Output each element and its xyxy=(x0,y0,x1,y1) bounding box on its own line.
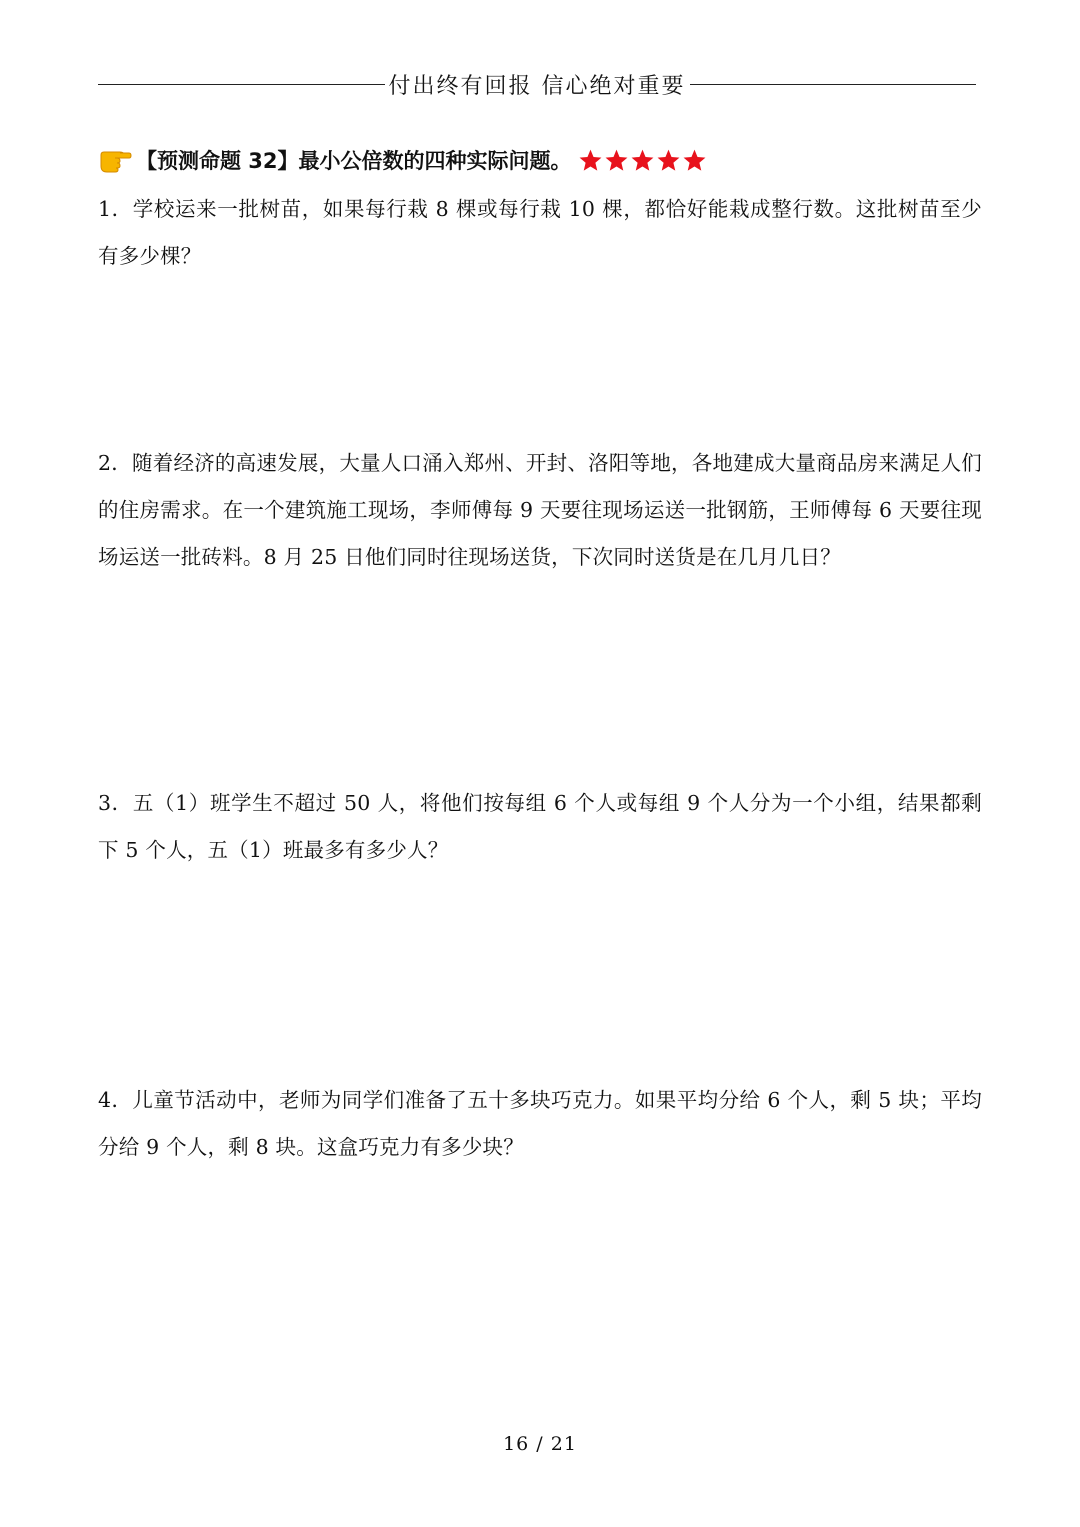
star-icon xyxy=(682,148,707,173)
rating-stars xyxy=(578,148,708,173)
question-1: 1．学校运来一批树苗，如果每行栽 8 棵或每行栽 10 棵，都恰好能栽成整行数。这批树苗至少有多少棵？ xyxy=(98,197,982,268)
section-heading xyxy=(98,140,708,180)
question-3: 3．五（1）班学生不超过 50 人，将他们按每组 6 个人或每组 9 个人分为一个小组，结果都剩下 5 个人，五（1）班最多有多少人？ xyxy=(98,791,982,862)
header-motto: 付出终有回报 信心绝对重要 xyxy=(388,73,686,99)
star-icon xyxy=(630,148,655,173)
header-rule-left xyxy=(98,84,385,85)
section-title: 【预测命题 32】最小公倍数的四种实际问题。 xyxy=(136,149,572,173)
question-2: 2．随着经济的高速发展，大量人口涌入郑州、开封、洛阳等地，各地建成大量商品房来满足人们的住房需求。在一个建筑施工现场，李师傅每 9 天要往现场运送一批钢筋，王师傅每 6 天要往现场运送一批砖料。8 月 25 日他们同时往现场送货，下次同时送货是在几月几日？ xyxy=(98,451,982,569)
page-number: 16 / 21 xyxy=(503,1433,577,1455)
header-rule-right xyxy=(690,84,977,85)
page-header xyxy=(98,64,976,104)
pointing-hand-icon xyxy=(98,145,132,175)
star-icon xyxy=(578,148,603,173)
star-icon xyxy=(656,148,681,173)
question-4: 4．儿童节活动中，老师为同学们准备了五十多块巧克力。如果平均分给 6 个人，剩 5 块；平均分给 9 个人，剩 8 块。这盒巧克力有多少块？ xyxy=(98,1088,982,1159)
star-icon xyxy=(604,148,629,173)
